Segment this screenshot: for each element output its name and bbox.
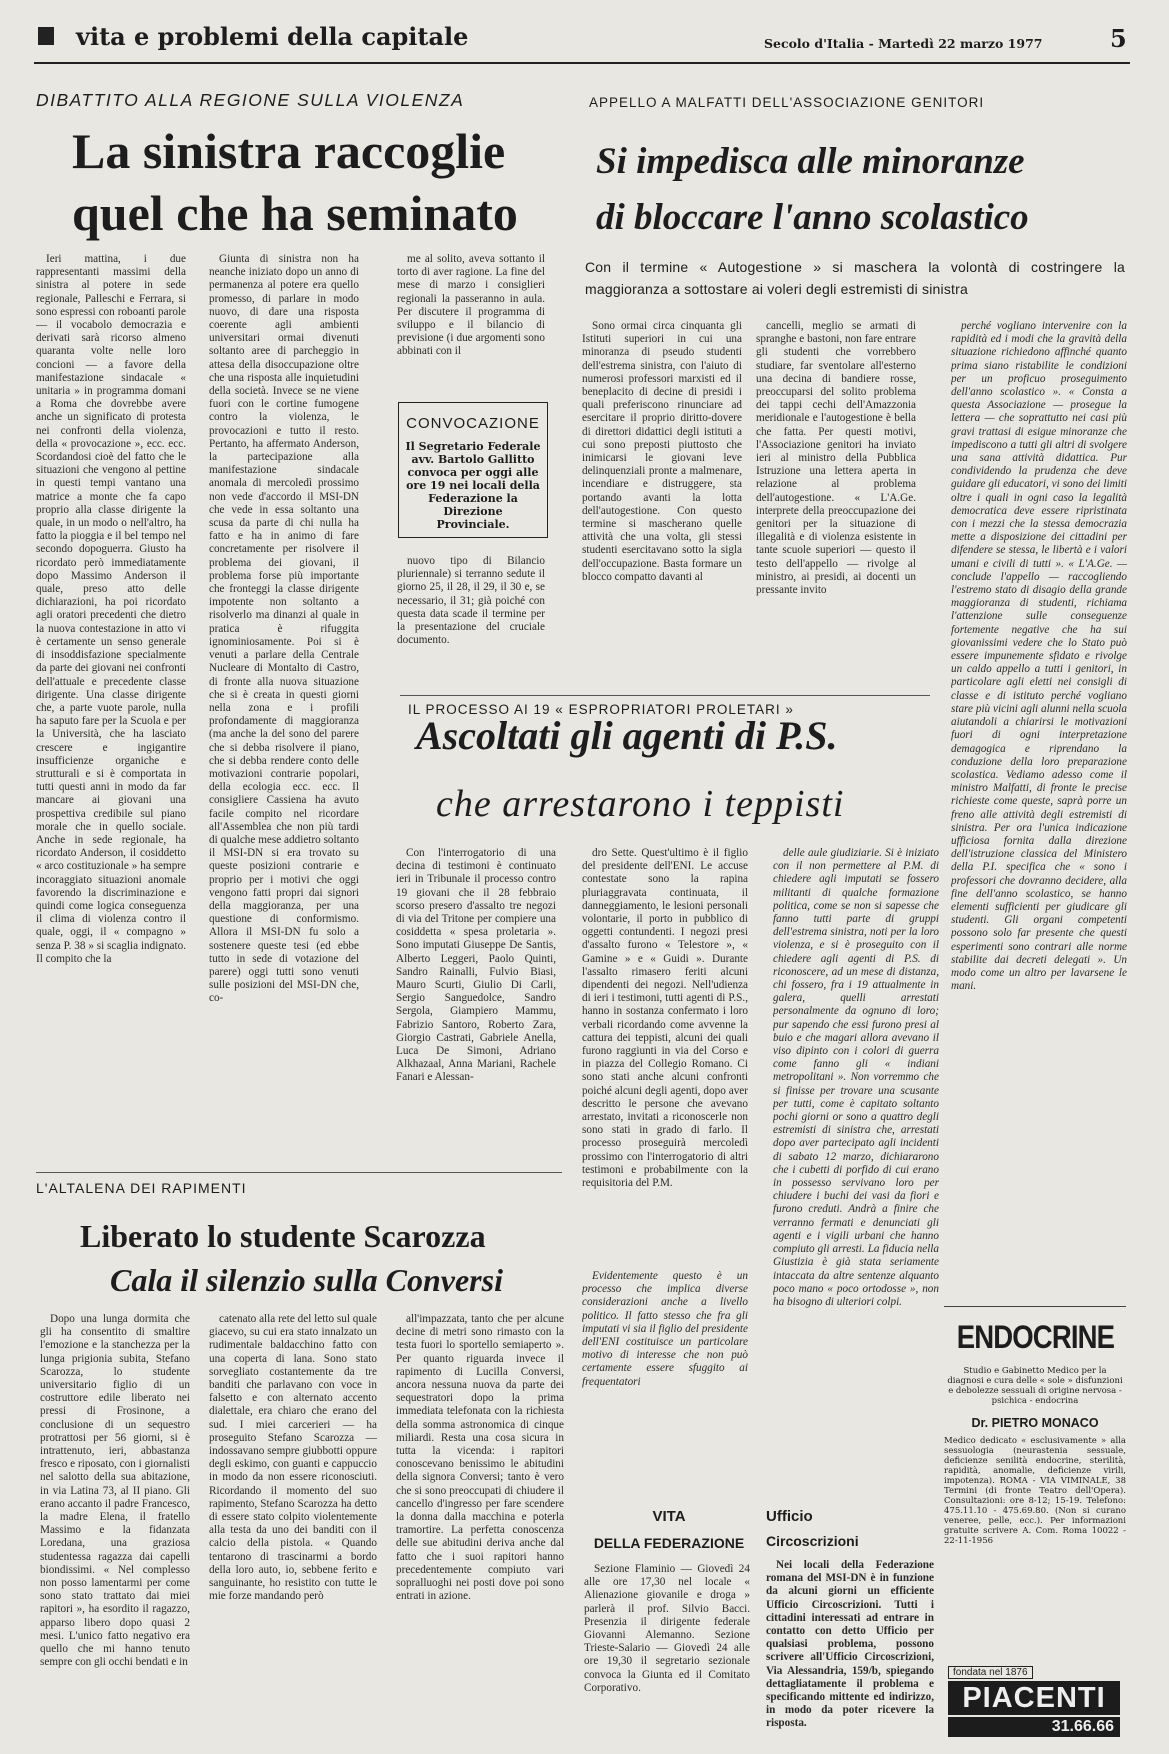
section-title: vita e problemi della capitale — [76, 22, 469, 51]
article1-column-1: Ieri mattina, i due rappresentanti massimi della sinistra al potere in sede regionale, Palleschi e Ferrara, si sono espressi con roboanti parole — il vocabolo democrazia e derivati sarà ricorso almeno quaranta volte nelle loro concioni — a favore della manifestazione sindacale « unitaria » in programma domani a Roma che dovrebbe avere anche un significato di protesta nei confronti della violenza, della « provocazione », ecc. ecc. Scordandosi cioè del fatto che le situazioni che vengono al pettine in questi tempi vantano una matrice a monte che fa capo proprio alla classe dirigente la quale, in un modo o nell'altro, ha fatto la pioggia e il bel tempo nel secondo dopoguerra. Giusto ha ricordato però immediatamente dopo Massimo Anderson il quale, preso atto delle dichiarazioni, ha poi ricordato agli oratori precedenti che dietro la nuova contestazione in atto vi è certamente un senso generale di insoddisfazione specialmente da parte dei giovani nei confronti dell'attuale e precedente classe dirigente. Una classe dirigente che, a parte vuote parole, nulla ha saputo fare per la Scuola e per la Università, che ha lasciato crescere e ingigantire insufficienze organiche e strutturali e si è comportata in tutti questi anni in modo da far mancare ai giovani una prospettiva credibile sul piano morale che in quello sociale. Anche in sede regionale, ha ricordato Anderson, il cosiddetto « arco costituzionale » ha sempre incoraggiato situazioni anomale favorendo la discriminazione e quindi come logica conseguenza il clima di violenza contro il quale, oggi, il « compagno » senza P. 38 » si scaglia indignato. Il compito che la — [36, 253, 186, 965]
article3-kicker: IL PROCESSO AI 19 « ESPROPRIATORI PROLETARI » — [408, 702, 794, 717]
article2-kicker: APPELLO A MALFATTI DELL'ASSOCIAZIONE GENITORI — [589, 95, 985, 110]
notice-text: Il Segretario Federale avv. Bartolo Gallitto convoca per oggi alle ore 19 nei locali della Federazione la Direzione Provinciale. — [405, 440, 541, 531]
convocazione-notice — [398, 402, 548, 538]
article1-column-3: me al solito, aveva sottanto il torto di aver ragione. La fine del mese di marzo i consiglieri regionali la passeranno in aula. Per discutere il programma di sviluppo e il bilancio di previsione (i due argomenti sono abbinati con il — [397, 253, 545, 358]
article1-column-3b: nuovo tipo di Bilancio pluriennale) si terranno sedute il giorno 25, il 28, il 29, il 30 e, se necessario, il 31; già poiché con questa data scade il termine per la presentazione del cruciale documento. — [397, 555, 545, 647]
article3-column-2: dro Sette. Quest'ultimo è il figlio del presidente dell'ENI. Le accuse contestate sono la rapina pluriaggravata continuata, il danneggiamento, le lesioni personali volontarie, il porto in pubblico di oggetti contundenti. I negozi presi d'assalto furono « Telestore », « Gamine » e « Guidi ». Durante l'assalto rimasero feriti alcuni dipendenti dei negozi. Nell'udienza di ieri i testimoni, tutti agenti di P.S., hanno in sostanza confermato i loro verbali ricordando come avvenne la cattura dei teppisti, alcuni dei quali furono raggiunti in via del Corso e in piazza del Collegio Romano. Ci sono stati anche alcuni confronti poiché alcuni degli agenti, dopo aver descritto le persone che avevano arrestato, invitati a riconoscerle non sono stati in grado di farlo. Il processo proseguirà mercoledì prossimo con l'interrogatorio di altri testimoni e probabilmente con la requisitoria del P.M. — [582, 847, 748, 1190]
federazione-text: Sezione Flaminio — Giovedì 24 alle ore 17,30 nel locale « Alienazione giovanile e droga » parlerà il prof. Silvio Bacci. Presenzia il dirigente federale Giovanni Alemanno. Sezione Trieste-Salario — Giovedì 24 alle ore 19,30 il segretario sezionale convoca la Giunta ed il Comitato Corporativo. — [584, 1563, 750, 1694]
endocrine-title: ENDOCRINE — [956, 1319, 1115, 1355]
article1-headline-1: La sinistra raccoglie — [72, 123, 506, 179]
article1-headline-2: quel che ha seminato — [72, 185, 518, 241]
article3-column-1: Con l'interrogatorio di una decina di testimoni è continuato ieri in Tribunale il processo contro 19 giovani che il 28 febbraio scorso presero d'assalto tre negozi di via del Tritone per compiere una cosiddetta « spesa proletaria ». Sono imputati Giuseppe De Santis, Alberto Leggeri, Paolo Quinti, Sandro Rainalli, Fulvio Biasi, Mauro Scurti, Giulio Di Carli, Sergio Sanguedolce, Sandro Sergola, Giampiero Mammu, Fabrizio Santoro, Roberto Zara, Giorgio Castrati, Gabriele Anella, Luca De Simoni, Adriano Alkhazaal, Anna Mariani, Rachele Fanari e Alessan- — [396, 847, 556, 1084]
section-icon — [38, 27, 54, 45]
article2-column-2: cancelli, meglio se armati di spranghe e bastoni, non fare entrare gli studenti che vorrebbero studiare, far sventolare all'esterno una decina di bandiere rosse, preoccuparsi del solito problema dei tappi cechi dell'Amazzonia meridionale e l'autogestione è bella che fatta. Per questi motivi, l'Associazione genitori ha inviato ieri al ministro della Pubblica Istruzione una lettera aperta in relazione al problema dell'autogestione. « L'A.Ge. interprete della preoccupazione dei genitori per la situazione di illegalità e di violenza esistente in tante scuole superiori — questo il testo dell'appello — rivolge al ministro, ai presidi, ai docenti un pressante invito — [756, 320, 916, 597]
endocrine-doctor: Dr. PIETRO MONACO — [971, 1416, 1099, 1430]
article4-column-2: catenato alla rete del letto sul quale giacevo, su cui era stato innalzato un rudimentale baldacchino fatto con una coperta di lana. Sono stato sorvegliato costantemente da tre banditi che parlavano con voce in falsetto e con alternato accento dialettale, era chiaro che erano del sud. I miei carcerieri — ha proseguito Stefano Scarozza — indossavano sempre giubbotti oppure degli eskimo, con guanti e cappuccio in modo da non essere riconosciuti. Ricordando il momento del suo rapimento, Stefano Scarozza ha detto di essere stato colpito violentemente alla testa da uno dei banditi con il calcio della pistola. « Quando tentarono di trascinarmi a bordo della loro auto, io, sebbene ferito e sanguinante, ho resistito con tutte le mie forze mandando però — [209, 1313, 377, 1603]
article1-column-2: Giunta di sinistra non ha neanche iniziato dopo un anno di permanenza al potere era quello promesso, di parlare in modo nuovo, di dare una risposta coerente agli ambienti universitari ormai divenuti soltanto aree di parcheggio in attesa della disoccupazione oltre che una risposta alle inquietudini della società. Invece se ne viene fuori con le cortine fumogene contro la violenza, le provocazioni e tutto il resto. Pertanto, ha affermato Anderson, la partecipazione alla manifestazione sindacale anomala di mercoledì prossimo non vede d'accordo il MSI-DN che vede in essa soltanto una scusa da parte di chi nulla ha fatto e ha in animo di fare concretamente per risolvere il problema dei giovani, il problema forse più importante che fronteggi la classe dirigente impotente non soltanto a risolverlo ma dinanzi al quale in pratica è rifuggita ignominiosamente. Poi si è venuti a parlare della Centrale Nucleare di Montalto di Castro, di fronte alla nuova situazione che si è creata in questi giorni nella zona e i profili profondamente di maggioranza (ma anche la del sono del parere che si debba risolvere il piano, che si debba rendere conto delle motivazioni contrarie popolari, della ecologia ecc. ecc. Il consigliere Cassiena ha avuto facile compito nel ricordare all'Assemblea che non più tardi di qualche mese addietro soltanto il MSI-DN si era trovato su queste posizioni contrarie e proprio per i motivi che oggi vengono fatti propri dai signori della maggioranza, per una questione di conformismo. Allora il MSI-DN fu solo a sostenere queste tesi (ed ebbe tutto in sede di votazione del parere) oggi tutti sono venuti sulle posizioni del MSI-DN che, co- — [209, 253, 359, 1005]
ufficio-box — [766, 1498, 936, 1748]
federazione-box — [584, 1498, 754, 1748]
page-number: 5 — [1110, 24, 1127, 53]
endocrine-subtitle: Studio e Gabinetto Medico per la diagnosi e cura delle « sole » disfunzioni e debolezze sessuali di origine nervosa - psichica - endocrina — [947, 1366, 1123, 1406]
article2-column-3: perché vogliano intervenire con la rapidità ed i modi che la gravità della situazione richiedono affinché quanto prima siano ristabilite le condizioni per un proficuo proseguimento dell'anno scolastico ». « Consta a questa Associazione — prosegue la lettera — che soprattutto nei casi più gravi trattasi di esigue minoranze che impediscono a tutti gli altri di svolgere una sana attività didattica. Pur condividendo la prudenza che deve guidare gli educatori, vi sono dei limiti oltre i quali in ogni caso la legalità democratica deve essere ripristinata con i mezzi che la stessa democrazia mette a disposizione dei cittadini per difendere se stessa, le libertà e i valori umani e civili di tutti ». « L'A.Ge. — conclude l'appello — raccogliendo l'estremo stato di disagio della grande maggioranza di studenti, richiama l'attenzione sulle conseguenze fortemente negative che ha sui giovanissimi vedere che lo Stato può essere impunemente sfidato e rivolge un caldo appello a tutti i genitori, in particolare agli eletti nei consigli di classe e di istituto perché vogliano stare più vicini agli alunni nella scuola aiutandoli a chiarirsi le motivazioni fuori di ogni interpretazione demagogica e riprendano la conduzione della loro preparazione scolastica. Vediamo adesso come il ministro Malfatti, di fronte le precise richieste come queste, saprà porre un freno alle attività degli estremisti di sinistra. Per ora l'unica indicazione ufficiosa fornita dalla direzione dell'istruzione classica del Ministero della P.I. specifica che « sono i professori che dovranno decidere, alla fine dell'anno scolastico, se hanno elementi sufficienti per giudicare gli studenti. Gli organi competenti possono solo far presente che questi esperimenti sono contrari alle norme stabilite dai decreti delegati ». Un modo come un altro per lavarsene le mani. — [951, 320, 1127, 993]
article3-headline-2: che arrestarono i teppisti — [436, 783, 845, 825]
article2-column-1: Sono ormai circa cinquanta gli Istituti superiori in cui una minoranza di pseudo studenti dell'estrema sinistra, con l'aiuto di numerosi professori marxisti ed il beneplacito di decine di presidi i quali preferiscono rinunciare ad esercitare il proprio diritto-dovere di direttori didattici degli istituti a cui sono preposti piuttosto che inimicarsi le giovani leve delinquenziali pronte a malmenare, incendiare e distruggere, sta portando avanti la lotta dell'autogestione. Con questo termine si mascherano quelle attività che una volta, gli stessi studenti esercitavano sotto la sigla dell'occupazione. Basta formare un blocco compatto davanti al — [582, 320, 742, 583]
ufficio-text: Nei locali della Federazione romana del MSI-DN è in funzione da alcuni giorni un efficiente Ufficio Circoscrizioni. Tutti i cittadini interessati ad entrare in contatto con detto Ufficio per qualsiasi problema, possono scrivere all'Ufficio Circoscrizioni, Via Alessandria, 159/b, spiegando dettagliatamente il problema e specificando mittente ed indirizzo, in modo da poter ricevere la risposta. — [766, 1559, 934, 1730]
article3-column-3: delle aule giudiziarie. Si è iniziato con il non permettere al P.M. di chiedere agli imputati se fossero militanti di qualche formazione politica, come se non si sapesse che fanno tutti parte di gruppi dell'estrema sinistra, noti per la loro violenza, e si è proseguito con il chiedere agli agenti di P.S. di riconoscere, ad un mese di distanza, chi fossero, fra i 19 attualmente in galera, quelli arrestati personalmente da ognuno di loro; pur sapendo che essi furono presi al buio e che magari allora avevano il viso dipinto con i colori di guerra come fanno gli « indiani metropolitani ». Non vorremmo che si finisse per trovare una scusante per tutti, come è capitato soltanto pochi giorni or sono a quattro degli estremisti di sinistra che, arrestati dopo aver partecipato agli incidenti di sabato 12 marzo, dichiararono che i cubetti di porfido di cui erano in possesso servivano loro per chiudere i buchi dei vasi da fiori e furono creduti. Andrà a finire che verranno fermati e denunciati gli agenti e i vigili urbani che hanno compiuto gli arresti. La fiducia nella Giustizia è già stata seriamente intaccata da altre sentenze alquanto poco mano « poco ortodosse », non ha bisogno di ulteriori colpi. — [773, 847, 939, 1308]
article4-column-3: all'impazzata, tanto che per alcune decine di metri sono rimasto con la testa fuori lo sportello semiaperto ». Per quanto riguarda invece il rapimento di Lucilla Conversi, ancora nessuna nuova da parte dei sequestratori dopo la prima immediata telefonata con la richiesta della somma astronomica di cinque miliardi. Resta una cosa sicura in tutta la vicenda: i rapitori conoscevano benissimo le abitudini della signora Conversi; tanto è vero che si sono preoccupati di chiudere il cancello d'ingresso per fare scendere la donna dalla macchina e poterla tramortire. La perfetta conoscenza delle sue abitudini deriva anche dal fatto che i suoi rapitori hanno precedentemente compiuto vari sopralluoghi nei posti dove poi sono entrati in azione. — [396, 1313, 564, 1603]
article2-subhead: Con il termine « Autogestione » si maschera la volontà di costringere la maggioranza a sottostare ai voleri degli estremisti di sinistra — [585, 259, 1125, 297]
endocrine-ad — [944, 1306, 1126, 1607]
article3-headline-1: Ascoltati gli agenti di P.S. — [416, 713, 838, 758]
article2-headline-2: di bloccare l'anno scolastico — [596, 197, 1029, 238]
piacenti-top: fondata nel 1876 — [948, 1666, 1033, 1679]
article2-headline-1: Si impedisca alle minoranze — [596, 141, 1025, 182]
article4-headline-1: Liberato lo studente Scarozza — [80, 1218, 486, 1254]
endocrine-details: Medico dedicato « esclusivamente » alla sessuologia (neurastenia sessuale, deficienze senilità endocrine, sterilità, rapidità, anomalie, deficienze virili, impotenza). ROMA - VIA VIMINALE, 38 Termini (di fronte Teatro dell'Opera). Consultazioni: ore 8-12; 15-19. Telefono: 475.11.10 - 475.69.80. (Non si curano veneree, pelle, ecc.). Per informazioni gratuite scrivere A. Com. Roma 10022 - 22-11-1956 — [944, 1436, 1126, 1546]
article4-divider — [36, 1172, 562, 1173]
ufficio-title-1: Ufficio — [766, 1508, 813, 1525]
federazione-title-2: DELLA FEDERAZIONE — [593, 1535, 745, 1551]
masthead-rule — [34, 62, 1130, 64]
piacenti-name: PIACENTI — [948, 1681, 1120, 1715]
article4-column-1: Dopo una lunga dormita che gli ha consentito di smaltire l'emozione e la stanchezza per la lunga prigionia subita, Stefano Scarozza, lo studente universitario figlio di un costruttore edile liberato nei pressi di Frosinone, a conclusione di un sequestro protrattosi per 56 giorni, si è intrattenuto, ieri, abbastanza fresco e riposato, con i giornalisti nel salotto della sua abitazione, in via Latina 73, al II piano. Gli erano accanto il padre Francesco, la madre Elena, il fratello Massimo e la fidanzata Loredana, una graziosa studentessa ragazza dai capelli biondissimi. « Nel complesso non posso lamentarmi per come sono stato trattato dai miei rapitori », ha esordito il ragazzo, apparso libero dopo quasi 2 mesi. L'unico fatto negativo era quello che mi hanno tenuto sempre con gli occhi bendati e in — [40, 1313, 190, 1669]
notice-title: CONVOCAZIONE — [406, 415, 540, 432]
article1-kicker: DIBATTITO ALLA REGIONE SULLA VIOLENZA — [36, 90, 465, 110]
federazione-title-1: VITA — [652, 1508, 686, 1525]
article4-kicker: L'ALTALENA DEI RAPIMENTI — [36, 1180, 247, 1196]
piacenti-ad — [948, 1660, 1120, 1746]
ufficio-title-2: Circoscrizioni — [766, 1533, 859, 1549]
article3-column-2b: Evidentemente questo è un processo che implica diverse considerazioni anche a livello politico. Il fatto stesso che fra gli imputati vi sia il figlio del presidente dell'ENI costituisce un particolare motivo di interesse che non può certamente essere sfuggito ai frequentatori — [582, 1270, 748, 1388]
article4-headline-2: Cala il silenzio sulla Conversi — [110, 1262, 503, 1298]
article2-divider — [400, 695, 930, 696]
paper-date: Secolo d'Italia - Martedì 22 marzo 1977 — [764, 36, 1043, 51]
piacenti-phone: 31.66.66 — [948, 1717, 1120, 1737]
